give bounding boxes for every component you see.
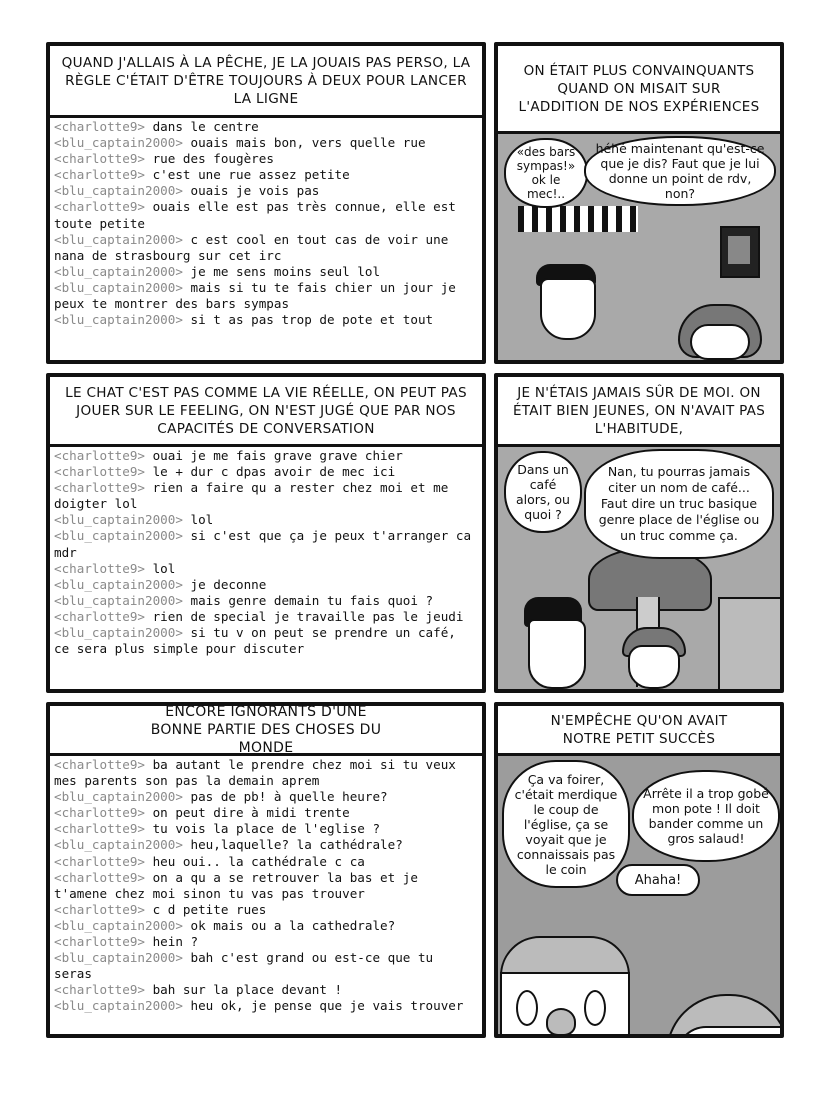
scene-bar [498,134,780,360]
chat-text: lol [182,512,214,528]
chat-message [54,902,478,918]
chat-text: dans le centre [145,119,259,134]
chat-text: ouais elle est pas très connue, elle est toute petite [54,199,464,231]
chat-text: ba autant le prendre chez moi si tu veux mes parents son pas la demain aprem [54,757,464,789]
chat-nickname: <charlotte9> [54,901,145,917]
speech-bubble: Ça va foirer, c'était merdique le coup de l'église, ça se voyait que je connaissais pas le coin [502,760,630,888]
chat-message [54,950,478,982]
chat-text: tu vois la place de l'eglise ? [145,821,381,837]
character-boy-sweating [500,936,630,1034]
chat-nickname: <charlotte9> [54,934,145,950]
chat-nickname: <blu_captain2000> [54,576,183,592]
chat-text: bah sur la place devant ! [145,982,343,998]
chat-nickname: <charlotte9> [54,119,145,134]
chat-nickname: <blu_captain2000> [54,312,183,328]
chat-nickname: <charlotte9> [54,199,145,215]
panel-3 [46,373,486,693]
chat-message [54,312,478,328]
irc-chat-log [50,118,482,360]
chat-nickname: <blu_captain2000> [54,789,183,805]
panel-2 [494,42,784,364]
chat-message [54,232,478,264]
chat-text: pas de pb! à quelle heure? [182,789,388,805]
scene-close-up [498,756,780,1034]
character-boy-smirking [678,304,758,360]
caption-box: LE CHAT C'EST PAS COMME LA VIE RÉELLE, ON PEUT PAS JOUER SUR LE FEELING, ON N'EST JUGÉ QUE PAR NOS CAPACITÉS DE CONVERSATION [50,377,482,447]
chat-text: mais si tu te fais chier un jour je peux te montrer des bars sympas [54,279,464,312]
chat-text: on a qu a se retrouver la bas et je t'amene chez moi sinon tu vas pas trouver [54,869,426,901]
character-boy-smiling [536,264,596,339]
speech-bubble: Arrête il a trop gobé mon pote ! Il doit bander comme un gros salaud! [632,770,780,862]
chat-message [54,609,478,625]
chat-nickname: <charlotte9> [54,805,145,821]
chat-message [54,805,478,821]
chat-nickname: <charlotte9> [54,608,145,624]
chat-message [54,593,478,609]
chat-nickname: <blu_captain2000> [54,528,183,544]
chat-message [54,480,478,512]
chat-message [54,448,478,464]
chat-nickname: <blu_captain2000> [54,279,183,295]
chat-nickname: <blu_captain2000> [54,592,183,608]
speech-bubble: «des bars sympas!» ok le mec!.. [504,138,588,208]
chat-nickname: <blu_captain2000> [54,917,183,933]
chat-text: heu oui.. la cathédrale c ca [145,853,365,869]
speech-bubble: Ahaha! [616,864,700,896]
chat-nickname: <blu_captain2000> [54,231,183,247]
scene-cafe [498,447,780,689]
chat-message [54,167,478,183]
chat-message [54,821,478,837]
chat-text: heu,laquelle? la cathédrale? [182,837,403,853]
chat-text: heu ok, je pense que je vais trouver [182,998,464,1014]
chat-text: si t as pas trop de pote et tout [182,312,434,328]
chat-nickname: <charlotte9> [54,560,145,576]
chat-text: c'est une rue assez petite [145,167,350,183]
caption-box: N'EMPÊCHE QU'ON AVAIT NOTRE PETIT SUCCÈS [498,706,780,756]
caption-box: ON ÉTAIT PLUS CONVAINQUANTS QUAND ON MISAIT SUR L'ADDITION DE NOS EXPÉRIENCES [498,46,780,134]
chat-nickname: <charlotte9> [54,480,145,496]
chat-message [54,561,478,577]
chat-message [54,625,478,657]
chat-nickname: <blu_captain2000> [54,512,183,528]
chat-text: rien de special je travaille pas le jeudi [145,608,464,624]
speech-bubble: Nan, tu pourras jamais citer un nom de café... Faut dire un truc basique genre place de l'église ou un truc comme ça. [584,449,774,559]
chat-text: rien a faire qu a rester chez moi et me doigter lol [54,480,456,512]
chat-message [54,934,478,950]
irc-chat-log [50,756,482,1034]
chat-nickname: <charlotte9> [54,448,145,463]
character-boy-profile [524,597,584,687]
chat-text: bah c'est grand ou est-ce que tu seras [54,950,441,982]
chat-text: c d petite rues [145,901,267,917]
panel-4 [494,373,784,693]
chat-nickname: <blu_captain2000> [54,950,183,966]
chat-text: ok mais ou a la cathedrale? [182,917,396,933]
chat-text: ouais mais bon, vers quelle rue [182,135,426,151]
chat-nickname: <blu_captain2000> [54,998,183,1014]
character-friend-shrugging [622,627,682,689]
chat-message [54,528,478,560]
chat-nickname: <charlotte9> [54,464,145,480]
chat-text: le + dur c dpas avoir de mec ici [145,464,396,480]
chat-message [54,837,478,853]
chat-nickname: <charlotte9> [54,821,145,837]
chat-message [54,512,478,528]
chat-text: si tu v on peut se prendre un café, ce sera plus simple pour discuter [54,625,464,657]
chat-text: je me sens moins seul lol [182,263,381,279]
chat-nickname: <charlotte9> [54,982,145,998]
chat-message [54,757,478,789]
chat-nickname: <charlotte9> [54,167,145,183]
irc-chat-log [50,447,482,689]
chat-text: on peut dire à midi trente [145,805,350,821]
chat-nickname: <blu_captain2000> [54,625,183,641]
speech-bubble: héhé maintenant qu'est-ce que je dis? Faut que je lui donne un point de rdv, non? [584,136,776,206]
chat-message [54,464,478,480]
chat-message [54,918,478,934]
chat-text: si c'est que ça je peux t'arranger ca mdr [54,528,479,560]
chat-message [54,577,478,593]
picture-frame-drawing [720,226,760,278]
chat-message [54,199,478,231]
chat-nickname: <charlotte9> [54,853,145,869]
panel-6 [494,702,784,1038]
caption-box: ENCORE IGNORANTS D'UNE BONNE PARTIE DES CHOSES DU MONDE [50,706,482,756]
chat-message [54,264,478,280]
caption-box: JE N'ÉTAIS JAMAIS SÛR DE MOI. ON ÉTAIT BIEN JEUNES, ON N'AVAIT PAS L'HABITUDE, [498,377,780,447]
chat-text: je deconne [182,576,267,592]
panel-5 [46,702,486,1038]
chat-nickname: <charlotte9> [54,151,145,167]
chat-message [54,280,478,312]
chat-nickname: <blu_captain2000> [54,183,183,199]
chat-message [54,870,478,902]
chat-nickname: <blu_captain2000> [54,135,183,151]
chat-text: hein ? [145,934,199,950]
chat-nickname: <charlotte9> [54,869,145,885]
chat-message [54,998,478,1014]
chat-message [54,119,478,135]
chat-message [54,135,478,151]
chat-message [54,183,478,199]
chat-text: mais genre demain tu fais quoi ? [182,592,434,608]
chat-text: ouai je me fais grave grave chier [145,448,403,463]
speech-bubble: Dans un café alors, ou quoi ? [504,451,582,533]
chat-nickname: <blu_captain2000> [54,837,183,853]
chat-message [54,151,478,167]
character-friend-laughing [666,994,780,1034]
cabinet-drawing [718,597,780,689]
curtain-drawing [518,206,638,232]
chat-text: rue des fougères [145,151,274,167]
chat-text: c est cool en tout cas de voir une nana de strasbourg sur cet irc [54,231,456,263]
chat-nickname: <charlotte9> [54,757,145,772]
chat-text: lol [145,560,176,576]
chat-text: ouais je vois pas [182,183,320,199]
caption-box: QUAND J'ALLAIS À LA PÊCHE, JE LA JOUAIS PAS PERSO, LA RÈGLE C'ÉTAIT D'ÊTRE TOUJOURS À DEUX POUR LANCER LA LIGNE [50,46,482,118]
panel-1 [46,42,486,364]
chat-nickname: <blu_captain2000> [54,263,183,279]
chat-message [54,854,478,870]
chat-message [54,789,478,805]
chat-message [54,982,478,998]
